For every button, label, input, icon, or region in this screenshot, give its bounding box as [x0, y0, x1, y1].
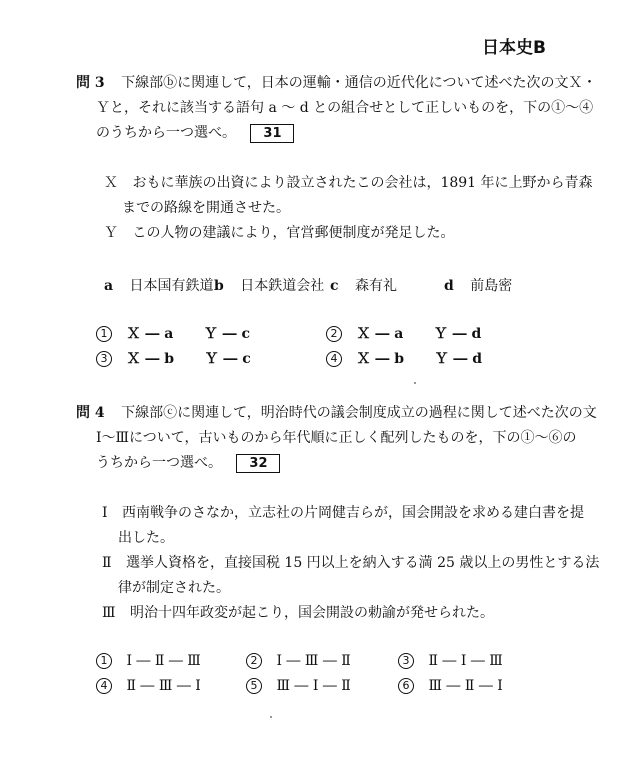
q3-statement-y — [104, 222, 454, 242]
q4-prompt-line2: Ⅰ～Ⅲについて，古いものから年代順に正しく配列したものを，下の①～⑥の — [96, 430, 577, 446]
q4-statement-1-text: 西南戦争のさなか，立志社の片岡健吉らが，国会開設を求める建白書を提 — [121, 505, 584, 521]
q3-prompt-text3: のうちから一つ選べ。 — [96, 125, 236, 141]
q3-term-b-key: b — [214, 278, 224, 294]
q3-choice-4-number: 4 — [326, 351, 342, 367]
q3-choice-1-number: 1 — [96, 326, 112, 342]
q4-statement-2-text: 選挙人資格を，直接国税 15 円以上を納入する満 25 歳以上の男性とする法 — [125, 555, 600, 571]
q4-statement-2-mark: Ⅱ — [102, 555, 112, 571]
q3-choice-2-number: 2 — [326, 326, 342, 342]
q3-term-c-text: 森有礼 — [354, 278, 397, 294]
q4-choice-3-number: 3 — [398, 653, 414, 669]
q3-term-c — [330, 275, 397, 295]
q3-choice-2-x: Ｘ ― a — [356, 326, 404, 342]
q4-statement-1-line1 — [102, 502, 584, 522]
q3-term-b-text: 日本鉄道会社 — [240, 278, 325, 294]
q4-choice-2-text: Ⅰ ― Ⅲ ― Ⅱ — [276, 653, 351, 669]
q3-term-d-key: d — [444, 278, 454, 294]
q3-prompt-line2: Ｙと，それに該当する語句 a ～ d との組合せとして正しいものを，下の①～④ — [96, 100, 594, 116]
q4-choice-3-text: Ⅱ ― Ⅰ ― Ⅲ — [428, 653, 503, 669]
q4-statement-3-mark: Ⅲ — [102, 605, 116, 621]
q3-prompt-line1 — [76, 72, 597, 92]
q4-choice-4-text: Ⅱ ― Ⅲ ― Ⅰ — [126, 678, 201, 694]
q3-statement-y-mark: Ｙ — [104, 225, 118, 241]
q3-prompt-text1: 下線部ⓑに関連して，日本の運輸・通信の近代化について述べた次の文Ｘ・ — [121, 75, 597, 91]
q3-choice-2[interactable] — [326, 323, 481, 343]
q3-choice-1-y: Ｙ ― c — [203, 326, 251, 342]
q4-choice-2-number: 2 — [246, 653, 262, 669]
q3-choice-2-y: Ｙ ― d — [433, 326, 482, 342]
q4-choice-1-number: 1 — [96, 653, 112, 669]
q3-term-d — [444, 275, 512, 295]
q3-statement-x-line1 — [104, 172, 593, 192]
q3-statement-x-mark: Ｘ — [104, 175, 118, 191]
q3-choice-1[interactable] — [96, 323, 250, 343]
q4-choice-2[interactable] — [246, 653, 351, 669]
q4-statement-2-line1 — [102, 552, 599, 572]
q3-choice-3-number: 3 — [96, 351, 112, 367]
q3-prompt-line3 — [96, 122, 294, 143]
q3-choice-3-x: Ｘ ― b — [126, 351, 174, 367]
q3-label: 問 3 — [76, 75, 105, 91]
q4-choice-6-number: 6 — [398, 678, 414, 694]
q3-choice-4[interactable] — [326, 348, 482, 368]
q4-choice-6[interactable] — [398, 678, 503, 694]
scan-speck-bottom — [270, 716, 272, 718]
q4-prompt-text1: 下線部ⓒに関連して，明治時代の議会制度成立の過程に関して述べた次の文 — [121, 405, 597, 421]
q4-choice-4-number: 4 — [96, 678, 112, 694]
q3-term-b — [214, 275, 324, 295]
q3-term-a-key: a — [104, 278, 114, 294]
q4-choice-5-text: Ⅲ ― Ⅰ ― Ⅱ — [276, 678, 351, 694]
q4-choice-6-text: Ⅲ ― Ⅱ ― Ⅰ — [428, 678, 503, 694]
q4-statement-3-text: 明治十四年政変が起こり，国会開設の勅諭が発せられた。 — [129, 605, 494, 621]
q3-term-a — [104, 275, 214, 295]
q3-statement-x-line2: までの路線を開通させた。 — [122, 200, 290, 216]
subject-title: 日本史B — [482, 38, 546, 58]
q3-term-a-text: 日本国有鉄道 — [129, 278, 214, 294]
q4-prompt-line1 — [76, 402, 597, 422]
q4-choice-3[interactable] — [398, 653, 503, 669]
q4-choice-4[interactable] — [96, 678, 201, 694]
q4-choice-1-text: Ⅰ ― Ⅱ ― Ⅲ — [126, 653, 201, 669]
q3-choice-4-y: Ｙ ― d — [434, 351, 482, 367]
q4-statement-2-line2: 律が制定された。 — [118, 580, 230, 596]
q4-choice-5[interactable] — [246, 678, 351, 694]
q3-answer-box[interactable]: 31 — [250, 124, 294, 143]
q4-statement-1-mark: Ⅰ — [102, 505, 108, 521]
q3-choice-4-x: Ｘ ― b — [356, 351, 404, 367]
scan-speck — [414, 382, 416, 384]
q4-label: 問 4 — [76, 405, 105, 421]
q4-statement-1-line2: 出した。 — [118, 530, 174, 546]
q3-choice-1-x: Ｘ ― a — [126, 326, 174, 342]
q4-prompt-line3 — [96, 452, 280, 473]
q4-prompt-text3: うちから一つ選べ。 — [96, 455, 222, 471]
q4-choice-5-number: 5 — [246, 678, 262, 694]
q3-choice-3-y: Ｙ ― c — [204, 351, 251, 367]
q4-answer-box[interactable]: 32 — [236, 454, 280, 473]
q3-term-d-text: 前島密 — [470, 278, 513, 294]
q3-term-c-key: c — [330, 278, 339, 294]
q3-statement-y-text: この人物の建議により，官営郵便制度が発足した。 — [132, 225, 455, 241]
q4-choice-1[interactable] — [96, 653, 201, 669]
q3-statement-x-text: おもに華族の出資により設立されたこの会社は，1891 年に上野から青森 — [132, 175, 593, 191]
q3-choice-3[interactable] — [96, 348, 251, 368]
q4-statement-3 — [102, 602, 494, 622]
